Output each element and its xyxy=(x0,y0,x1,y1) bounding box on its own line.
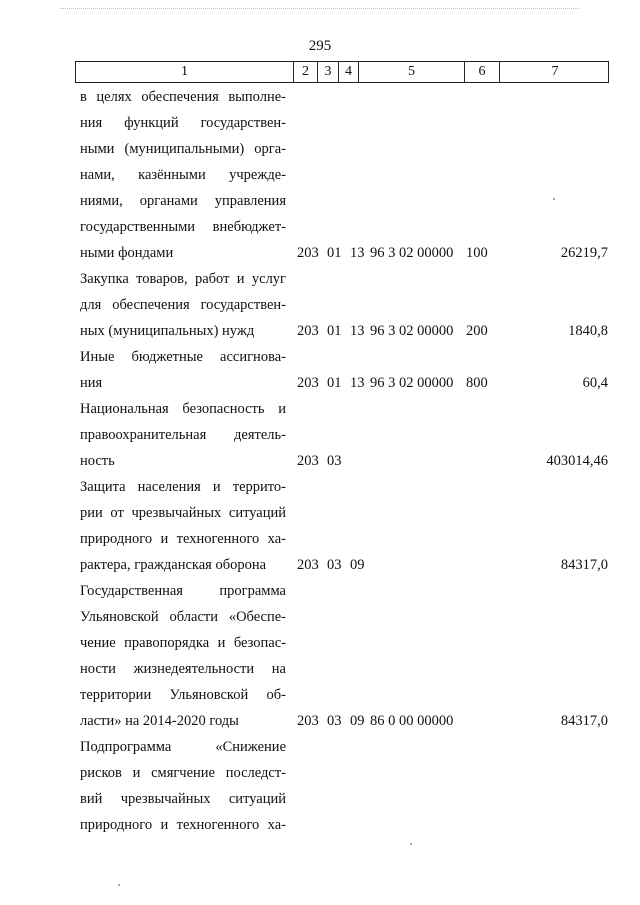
cell-csr: 96 3 02 00000 xyxy=(370,323,454,339)
cell-sum: 1840,8 xyxy=(568,323,608,339)
cell-sum: 60,4 xyxy=(582,375,608,391)
description-line: ниями, органами управления xyxy=(80,193,286,209)
header-col-1: 1 xyxy=(76,62,294,82)
description-line: государственными внебюджет- xyxy=(80,219,286,235)
description-line: Ульяновской области «Обеспе- xyxy=(80,609,286,625)
description-line: ность xyxy=(80,453,115,469)
description-line: нами, казёнными учрежде- xyxy=(80,167,286,183)
scan-speck xyxy=(410,843,412,845)
header-col-2: 2 xyxy=(294,62,318,82)
cell-rz: 03 xyxy=(327,453,342,469)
description-line: природного и техногенного ха- xyxy=(80,531,286,547)
description-line: в целях обеспечения выполне- xyxy=(80,89,286,105)
cell-rz: 01 xyxy=(327,323,342,339)
cell-vr: 200 xyxy=(466,323,488,339)
description-line: ными фондами xyxy=(80,245,174,261)
cell-kvsr: 203 xyxy=(297,453,319,469)
cell-sum: 26219,7 xyxy=(560,245,608,261)
description-line: рисков и смягчение последст- xyxy=(80,765,286,781)
description-line: природного и техногенного ха- xyxy=(80,817,286,833)
cell-pr: 13 xyxy=(350,323,365,339)
description-line: для обеспечения государствен- xyxy=(80,297,286,313)
header-col-7: 7 xyxy=(551,64,559,79)
cell-kvsr: 203 xyxy=(297,557,319,573)
scan-artifact-top-edge xyxy=(60,8,580,15)
description-line: ния функций государствен- xyxy=(80,115,286,131)
cell-rz: 01 xyxy=(327,375,342,391)
scan-speck xyxy=(118,884,120,886)
cell-csr: 96 3 02 00000 xyxy=(370,375,454,391)
table-header xyxy=(75,61,609,83)
scan-speck xyxy=(553,198,555,200)
description-line: ния xyxy=(80,375,103,391)
description-line: Закупка товаров, работ и услуг xyxy=(80,271,286,287)
cell-kvsr: 203 xyxy=(297,323,319,339)
description-line: территории Ульяновской об- xyxy=(80,687,286,703)
header-col-5: 5 xyxy=(359,62,465,82)
cell-pr: 09 xyxy=(350,557,365,573)
description-line: ными (муниципальными) орга- xyxy=(80,141,286,157)
description-line: ласти» на 2014-2020 годы xyxy=(80,713,239,729)
cell-csr: 96 3 02 00000 xyxy=(370,245,454,261)
cell-csr: 86 0 00 00000 xyxy=(370,713,454,729)
header-col-3: 3 xyxy=(318,62,339,82)
header-col-4: 4 xyxy=(339,62,359,82)
description-line: рактера, гражданская оборона xyxy=(80,557,267,573)
cell-pr: 13 xyxy=(350,375,365,391)
description-line: ности жизнедеятельности на xyxy=(80,661,286,677)
page-number: 295 xyxy=(308,38,332,54)
description-line: правоохранительная деятель- xyxy=(80,427,286,443)
description-line: Подпрограмма «Снижение xyxy=(80,739,286,755)
description-line: Иные бюджетные ассигнова- xyxy=(80,349,286,365)
cell-rz: 01 xyxy=(327,245,342,261)
cell-kvsr: 203 xyxy=(297,245,319,261)
description-line: вий чрезвычайных ситуаций xyxy=(80,791,286,807)
description-line: чение правопорядка и безопас- xyxy=(80,635,286,651)
cell-sum: 84317,0 xyxy=(560,557,608,573)
header-col-6: 6 xyxy=(465,62,500,82)
description-line: Государственная программа xyxy=(80,583,286,599)
cell-rz: 03 xyxy=(327,713,342,729)
cell-kvsr: 203 xyxy=(297,375,319,391)
cell-sum: 84317,0 xyxy=(560,713,608,729)
description-line: ных (муниципальных) нужд xyxy=(80,323,255,339)
description-line: Национальная безопасность и xyxy=(80,401,286,417)
cell-vr: 800 xyxy=(466,375,488,391)
cell-pr: 09 xyxy=(350,713,365,729)
cell-pr: 13 xyxy=(350,245,365,261)
description-line: рии от чрезвычайных ситуаций xyxy=(80,505,286,521)
cell-kvsr: 203 xyxy=(297,713,319,729)
cell-rz: 03 xyxy=(327,557,342,573)
cell-vr: 100 xyxy=(466,245,488,261)
description-line: Защита населения и террито- xyxy=(80,479,286,495)
cell-sum: 403014,46 xyxy=(546,453,608,469)
